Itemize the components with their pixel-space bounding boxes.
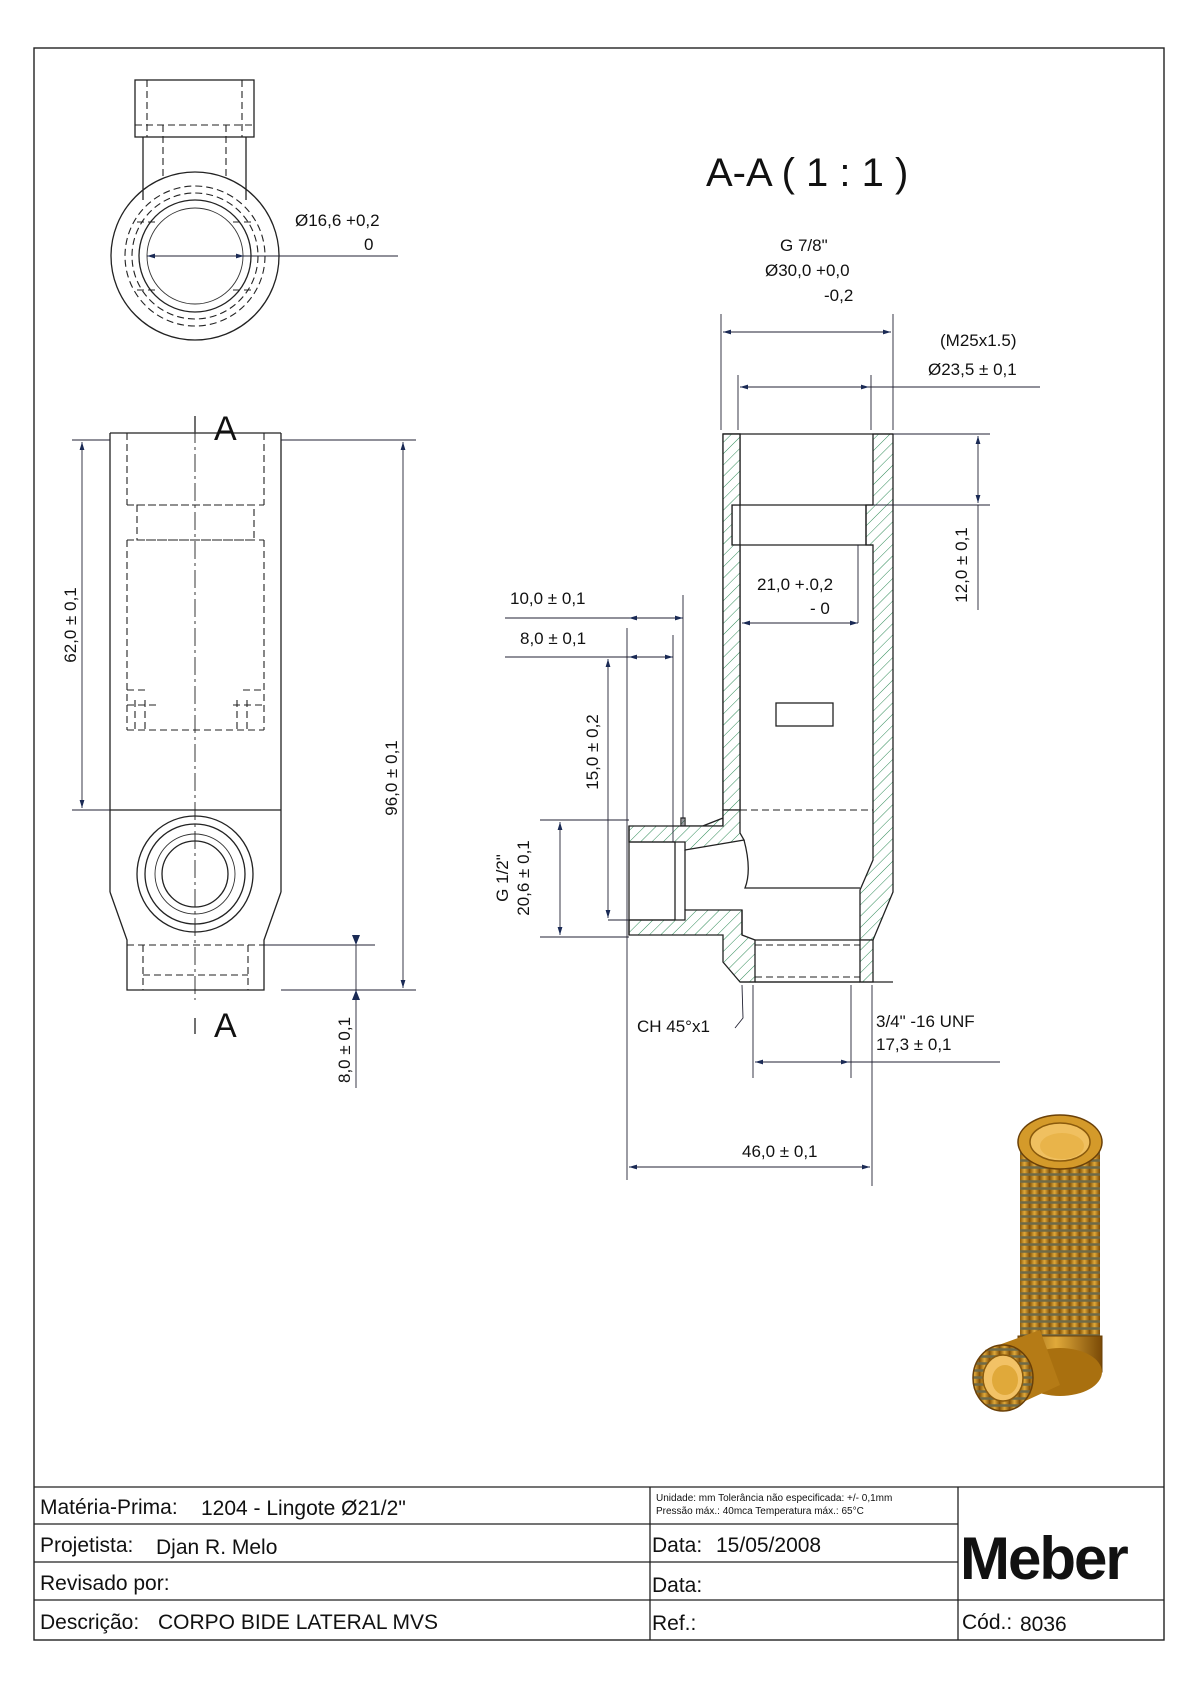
dim-g78: G 7/8" [780, 236, 828, 255]
top-view [111, 80, 398, 340]
section-view [629, 434, 893, 982]
cod-label: Cód.: [962, 1611, 1013, 1634]
cut-letter-bottom: A [214, 1007, 237, 1045]
notes-line-1: Unidade: mm Tolerância não especificada: +/- 0,1mm [656, 1493, 893, 1504]
notes-line-2: Pressão máx.: 40mca Temperatura máx.: 65°C [656, 1506, 864, 1517]
dim-173: 17,3 ± 0,1 [876, 1035, 952, 1054]
ref-label: Ref.: [652, 1612, 697, 1635]
top-bore-tol: 0 [364, 235, 374, 254]
dim-46: 46,0 ± 0,1 [742, 1142, 818, 1161]
projetista-value: Djan R. Melo [156, 1536, 278, 1559]
data-label: Data: [652, 1534, 703, 1557]
descricao-label: Descrição: [40, 1611, 140, 1634]
dim-15: 15,0 ± 0,2 [583, 714, 602, 790]
dim-m25: (M25x1.5) [940, 331, 1017, 350]
dim-chamfer: CH 45°x1 [637, 1017, 710, 1036]
dim-30-tol: -0,2 [824, 286, 854, 305]
dim-unf: 3/4" -16 UNF [876, 1012, 975, 1031]
revisado-label: Revisado por: [40, 1572, 170, 1595]
materia-label: Matéria-Prima: [40, 1496, 178, 1519]
data2-label: Data: [652, 1574, 703, 1597]
descricao-value: CORPO BIDE LATERAL MVS [158, 1611, 439, 1634]
cod-value: 8036 [1020, 1613, 1067, 1636]
dim-206: 20,6 ± 0,1 [514, 840, 533, 916]
materia-value: 1204 - Lingote Ø21/2" [201, 1497, 406, 1520]
part-3d-illustration [973, 1115, 1102, 1411]
dim-62: 62,0 ± 0,1 [61, 587, 80, 663]
dim-12: 12,0 ± 0,1 [952, 527, 971, 603]
section-title: A-A ( 1 : 1 ) [706, 151, 909, 195]
top-bore-dim: Ø16,6 +0,2 [295, 211, 380, 230]
dim-96: 96,0 ± 0,1 [382, 740, 401, 816]
dim-21-tol: - 0 [810, 599, 830, 618]
front-view [110, 416, 281, 1034]
meber-logo: Meber [960, 1525, 1127, 1592]
dim-235: Ø23,5 ± 0,1 [928, 360, 1017, 379]
cut-letter-top: A [214, 410, 237, 448]
dim-30: Ø30,0 +0,0 [765, 261, 850, 280]
dim-8-vertical: 8,0 ± 0,1 [335, 1016, 354, 1084]
projetista-label: Projetista: [40, 1534, 134, 1557]
dim-10: 10,0 ± 0,1 [510, 589, 586, 608]
dim-8-horizontal: 8,0 ± 0,1 [520, 629, 587, 648]
dim-g12: G 1/2" [493, 854, 512, 902]
data-value: 15/05/2008 [716, 1534, 822, 1557]
dim-21: 21,0 +.0,2 [757, 575, 834, 594]
